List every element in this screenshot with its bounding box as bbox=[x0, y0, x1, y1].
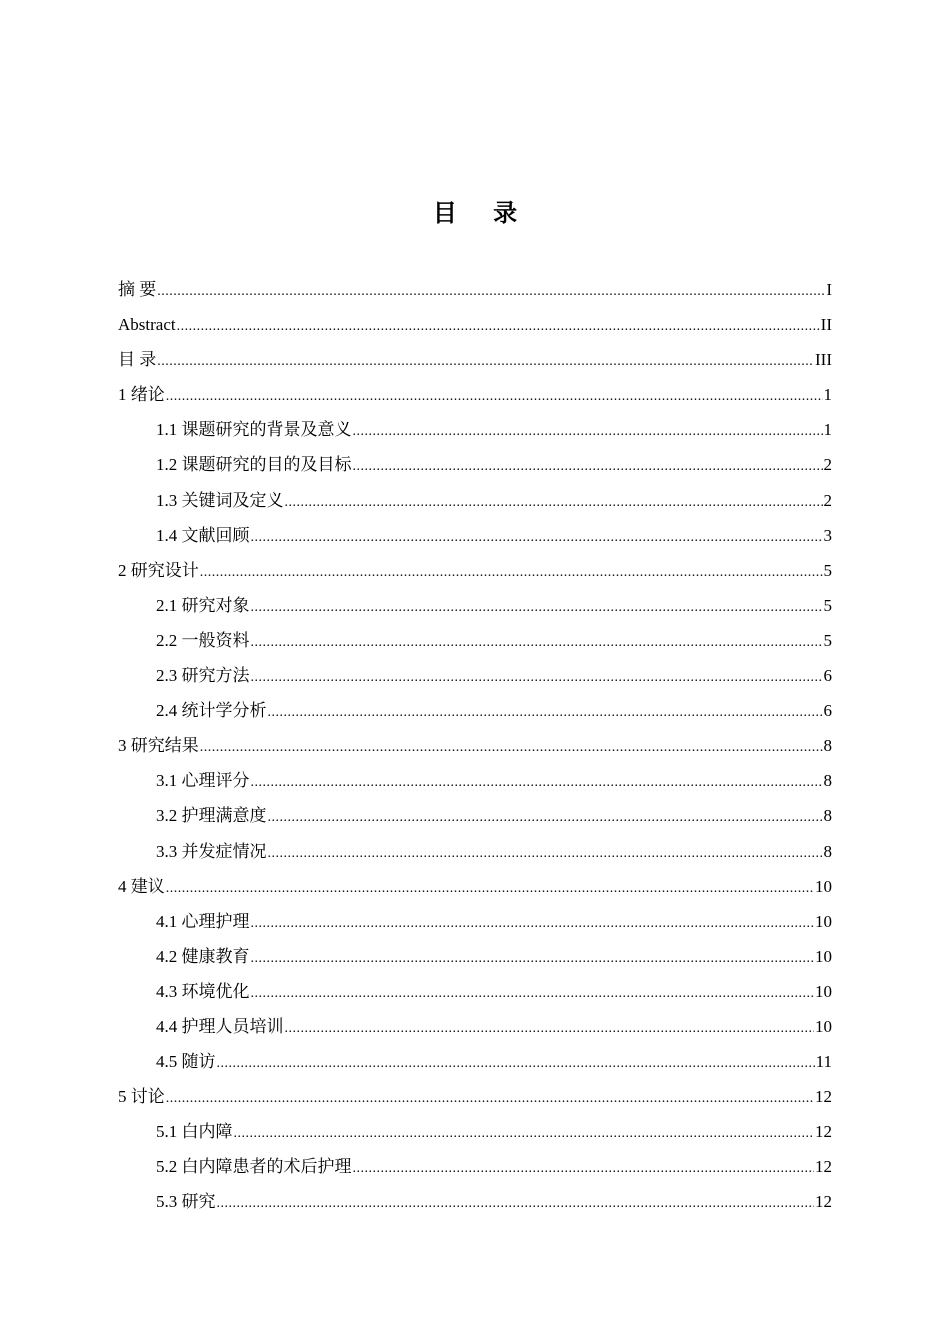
toc-entry-page-number: 2 bbox=[823, 455, 832, 475]
toc-entry-page-number: 5 bbox=[823, 630, 832, 650]
toc-entry-page-number: 8 bbox=[823, 771, 832, 791]
toc-dot-leader bbox=[200, 730, 823, 765]
toc-entry-page-number: 5 bbox=[823, 560, 832, 580]
toc-entry[interactable] bbox=[118, 939, 832, 974]
toc-entry[interactable] bbox=[118, 307, 832, 342]
toc-dot-leader bbox=[353, 1151, 815, 1186]
toc-entry-label: 4.1 心理护理 bbox=[156, 911, 250, 931]
toc-entry-page-number: 12 bbox=[815, 1192, 832, 1212]
toc-dot-leader bbox=[251, 520, 823, 555]
toc-entry[interactable] bbox=[118, 869, 832, 904]
toc-dot-leader bbox=[166, 379, 823, 414]
toc-dot-leader bbox=[157, 274, 825, 309]
toc-dot-leader bbox=[251, 625, 823, 660]
toc-entry-label: 1.1 课题研究的背景及意义 bbox=[156, 420, 352, 440]
toc-entry[interactable] bbox=[118, 693, 832, 728]
toc-entry-label: 4.5 随访 bbox=[156, 1052, 216, 1072]
toc-entry-page-number: 10 bbox=[815, 981, 832, 1001]
toc-dot-leader bbox=[251, 590, 823, 625]
toc-dot-leader bbox=[251, 660, 823, 695]
toc-entry-page-number: 10 bbox=[815, 1016, 832, 1036]
toc-entry-page-number: 3 bbox=[823, 525, 832, 545]
toc-entry-page-number: 10 bbox=[815, 946, 832, 966]
toc-entry-page-number: 6 bbox=[823, 666, 832, 686]
toc-entry-label: Abstract bbox=[118, 315, 176, 335]
toc-dot-leader bbox=[268, 695, 823, 730]
toc-entry-page-number: II bbox=[820, 315, 832, 335]
toc-entry[interactable] bbox=[118, 1044, 832, 1079]
toc-entry-label: 4 建议 bbox=[118, 876, 165, 896]
toc-entry-label: 1.2 课题研究的目的及目标 bbox=[156, 455, 352, 475]
toc-entry-label: 摘 要 bbox=[118, 280, 157, 299]
toc-entry-page-number: III bbox=[815, 350, 832, 370]
toc-dot-leader bbox=[157, 344, 814, 379]
toc-entry-label: 1.4 文献回顾 bbox=[156, 525, 250, 545]
toc-dot-leader bbox=[217, 1186, 815, 1221]
toc-dot-leader bbox=[234, 1116, 815, 1151]
toc-dot-leader bbox=[353, 449, 823, 484]
toc-dot-leader bbox=[251, 976, 815, 1011]
toc-entry[interactable] bbox=[118, 272, 832, 307]
toc-entry-label: 1 绪论 bbox=[118, 385, 165, 405]
toc-entry-page-number: 6 bbox=[823, 701, 832, 721]
toc-entry-label: 3.3 并发症情况 bbox=[156, 841, 267, 861]
toc-entry-label: 3.1 心理评分 bbox=[156, 771, 250, 791]
toc-entry-page-number: 2 bbox=[823, 490, 832, 510]
toc-dot-leader bbox=[285, 1011, 815, 1046]
toc-dot-leader bbox=[200, 555, 823, 590]
toc-entry[interactable] bbox=[118, 728, 832, 763]
toc-entry-page-number: 12 bbox=[815, 1122, 832, 1142]
toc-entry-label: 4.3 环境优化 bbox=[156, 981, 250, 1001]
toc-dot-leader bbox=[251, 906, 815, 941]
toc-entry-label: 目 录 bbox=[118, 350, 157, 370]
toc-entry-label: 3 研究结果 bbox=[118, 736, 199, 756]
toc-entry[interactable] bbox=[118, 1114, 832, 1149]
toc-dot-leader bbox=[268, 836, 823, 871]
toc-entry[interactable] bbox=[118, 342, 832, 377]
toc-entry-label: 5 讨论 bbox=[118, 1087, 165, 1107]
toc-entry-page-number: 11 bbox=[815, 1052, 832, 1072]
toc-entry-page-number: 12 bbox=[815, 1087, 832, 1107]
toc-entry-page-number: I bbox=[826, 280, 832, 299]
toc-entry[interactable] bbox=[118, 623, 832, 658]
toc-entry[interactable] bbox=[118, 447, 832, 482]
toc-entry-page-number: 10 bbox=[815, 876, 832, 896]
toc-entry[interactable] bbox=[118, 588, 832, 623]
toc-dot-leader bbox=[177, 309, 820, 344]
toc-entry-label: 5.2 白内障患者的术后护理 bbox=[156, 1157, 352, 1177]
toc-entry[interactable] bbox=[118, 518, 832, 553]
toc-dot-leader bbox=[285, 485, 823, 520]
toc-dot-leader bbox=[166, 1081, 814, 1116]
toc-entry[interactable] bbox=[118, 553, 832, 588]
toc-entry-label: 1.3 关键词及定义 bbox=[156, 490, 284, 510]
toc-entry[interactable] bbox=[118, 974, 832, 1009]
toc-entry[interactable] bbox=[118, 483, 832, 518]
toc-entry[interactable] bbox=[118, 904, 832, 939]
page-title: 目 录 bbox=[432, 199, 532, 227]
toc-entry[interactable] bbox=[118, 658, 832, 693]
toc-entry-page-number: 12 bbox=[815, 1157, 832, 1177]
table-of-contents bbox=[118, 272, 832, 1220]
toc-dot-leader bbox=[268, 800, 823, 835]
toc-entry-label: 2.4 统计学分析 bbox=[156, 701, 267, 721]
toc-entry-label: 5.3 研究 bbox=[156, 1192, 216, 1212]
toc-entry[interactable] bbox=[118, 834, 832, 869]
toc-entry[interactable] bbox=[118, 1009, 832, 1044]
toc-entry-page-number: 8 bbox=[823, 806, 832, 826]
toc-entry-label: 4.2 健康教育 bbox=[156, 946, 250, 966]
toc-entry[interactable] bbox=[118, 412, 832, 447]
toc-entry-page-number: 5 bbox=[823, 595, 832, 615]
toc-entry[interactable] bbox=[118, 1149, 832, 1184]
toc-dot-leader bbox=[251, 765, 823, 800]
toc-entry-label: 2.1 研究对象 bbox=[156, 595, 250, 615]
toc-entry-label: 2.3 研究方法 bbox=[156, 666, 250, 686]
toc-entry[interactable] bbox=[118, 763, 832, 798]
toc-dot-leader bbox=[251, 941, 815, 976]
toc-entry-label: 5.1 白内障 bbox=[156, 1122, 233, 1142]
toc-entry[interactable] bbox=[118, 377, 832, 412]
toc-entry[interactable] bbox=[118, 1184, 832, 1219]
toc-entry-label: 4.4 护理人员培训 bbox=[156, 1016, 284, 1036]
toc-entry[interactable] bbox=[118, 798, 832, 833]
toc-entry-page-number: 1 bbox=[823, 420, 832, 440]
toc-entry-label: 2.2 一般资料 bbox=[156, 630, 250, 650]
toc-dot-leader bbox=[353, 414, 823, 449]
toc-entry-page-number: 8 bbox=[823, 736, 832, 756]
toc-entry-page-number: 1 bbox=[823, 385, 832, 405]
toc-entry-label: 3.2 护理满意度 bbox=[156, 806, 267, 826]
toc-entry[interactable] bbox=[118, 1079, 832, 1114]
toc-entry-page-number: 8 bbox=[823, 841, 832, 861]
toc-entry-page-number: 10 bbox=[815, 911, 832, 931]
toc-entry-label: 2 研究设计 bbox=[118, 560, 199, 580]
toc-dot-leader bbox=[166, 871, 814, 906]
toc-dot-leader bbox=[217, 1046, 815, 1081]
